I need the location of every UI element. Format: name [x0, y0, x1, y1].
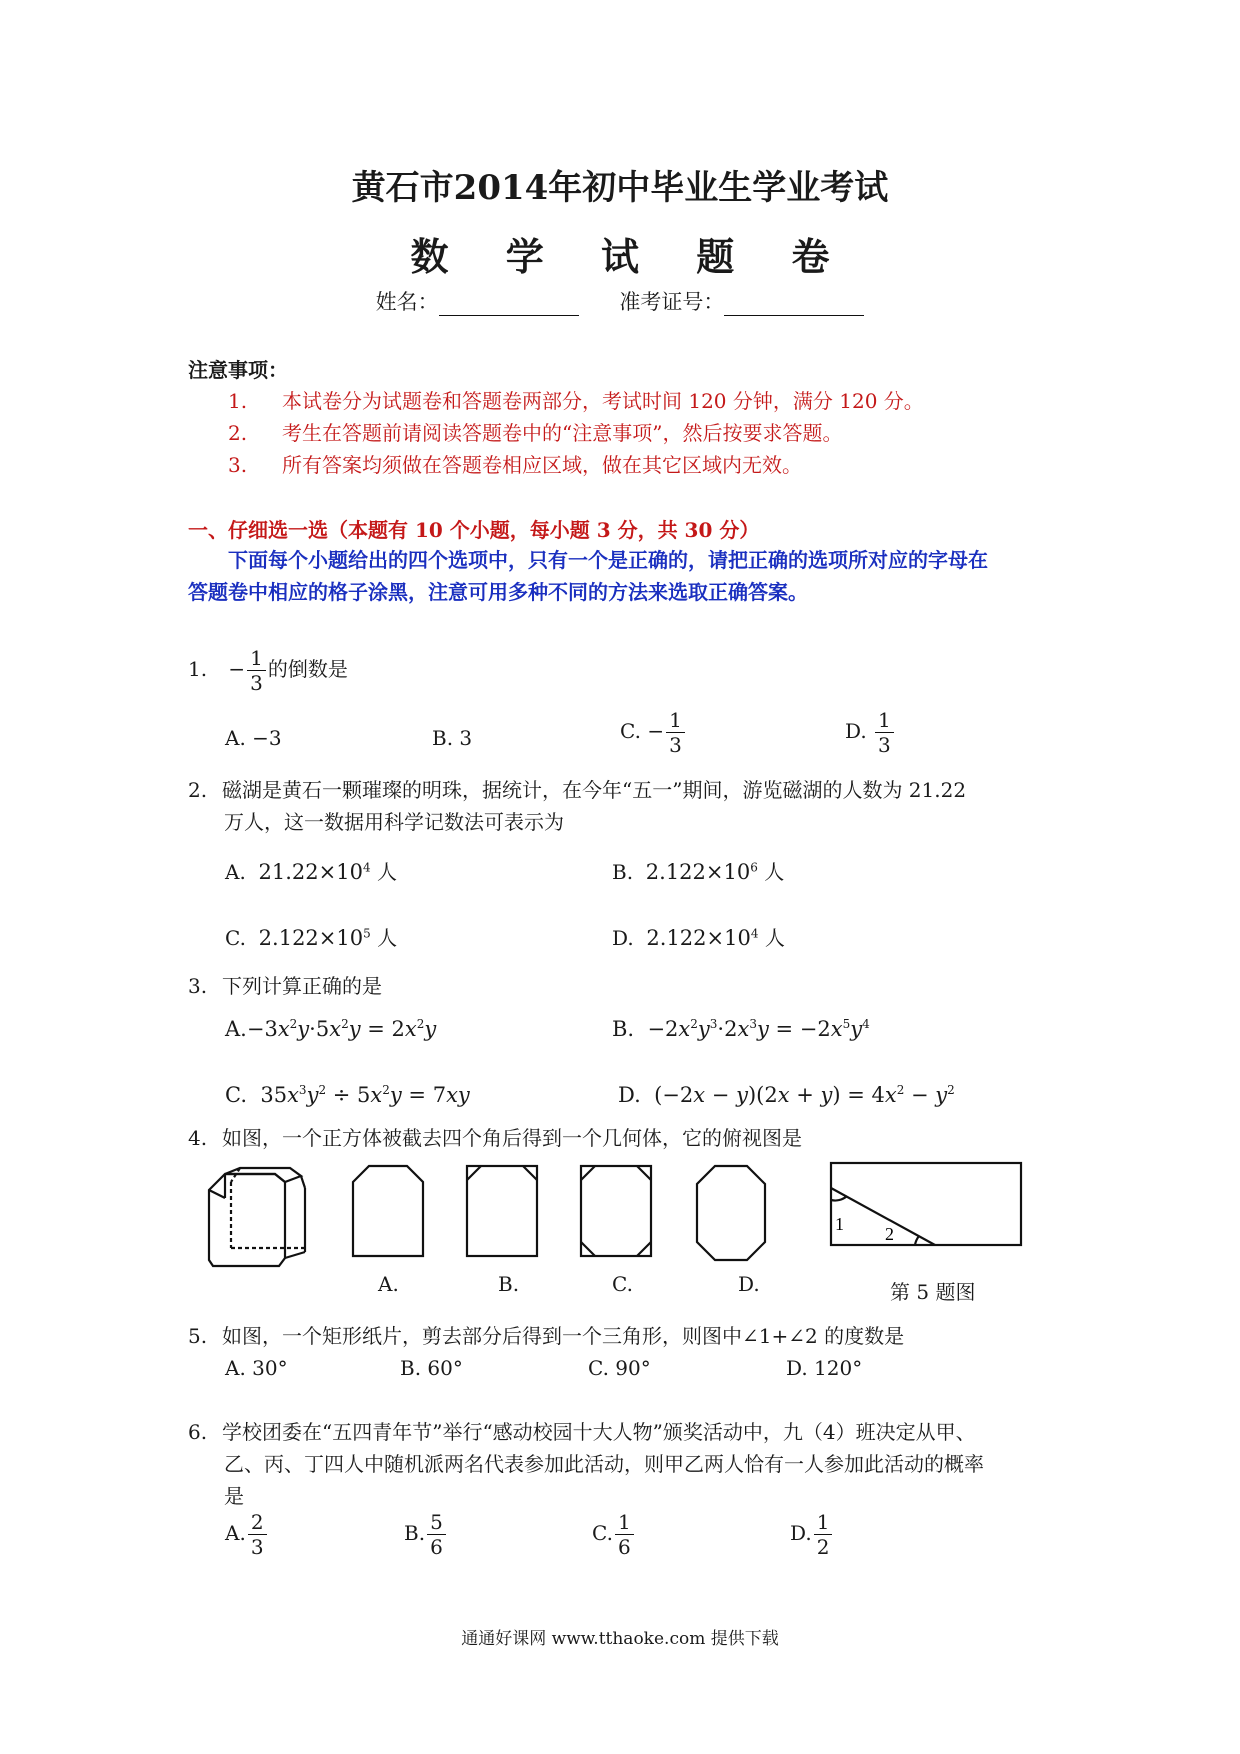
q1-option-b: B. 3 — [432, 726, 473, 750]
q2-option-c: C. $2.122\times 10^5$ 人 — [225, 926, 398, 950]
label-d: D. — [738, 1272, 760, 1296]
question-6-cont2: 是 — [224, 1484, 244, 1508]
id-label: 准考证号： — [619, 290, 725, 314]
truncated-cube-figure — [209, 1168, 305, 1266]
angle-1-label: 1 — [835, 1214, 844, 1234]
q3-option-d: D. $(-2x - y)(2x + y) = 4x^2 - y^2$ — [618, 1083, 955, 1107]
notice-item: 3. 所有答案均须做在答题卷相应区域，做在其它区域内无效。 — [228, 453, 802, 477]
q6-option-d: D. $\frac{1}{2}$ — [790, 1512, 834, 1557]
question-5: 5. 如图，一个矩形纸片，剪去部分后得到一个三角形，则图中∠1+∠2 的度数是 — [188, 1324, 905, 1348]
section-heading: 一、仔细选一选（本题有 10 个小题，每小题 3 分，共 30 分） — [188, 518, 760, 542]
question-1: 1. − $\frac{1}{3}$ 的倒数是 — [188, 646, 348, 695]
question-4: 4. 如图，一个正方体被截去四个角后得到一个几何体，它的俯视图是 — [188, 1126, 802, 1150]
notice-item: 1. 本试卷分为试题卷和答题卷两部分，考试时间 120 分钟，满分 120 分。 — [228, 389, 924, 413]
q6-option-b: B. $\frac{5}{6}$ — [404, 1512, 448, 1557]
q1-option-c: C. − $\frac{1}{3}$ — [620, 710, 687, 755]
option-a-top-view — [353, 1166, 423, 1256]
candidate-info-line — [0, 286, 1240, 316]
footer-source: 通通好课网 www.tthaoke.com 提供下载 — [461, 1629, 779, 1649]
q1-option-d: D. $\frac{1}{3}$ — [845, 710, 896, 755]
q1-option-a: A. −3 — [225, 726, 282, 750]
question-6-cont: 乙、丙、丁四人中随机派两名代表参加此活动，则甲乙两人恰有一人参加此活动的概率 — [224, 1452, 984, 1476]
q2-option-b: B. $2.122\times 10^6$ 人 — [612, 860, 785, 884]
question-2: 2. 磁湖是黄石一颗璀璨的明珠，据统计，在今年“五一”期间，游览磁湖的人数为 21.22 — [188, 778, 967, 802]
option-c-top-view — [581, 1166, 651, 1256]
q5-option-a: A. 30° — [225, 1356, 288, 1380]
q6-option-c: C. $\frac{1}{6}$ — [592, 1512, 636, 1557]
q5-option-d: D. 120° — [786, 1356, 863, 1380]
question-6: 6. 学校团委在“五四青年节”举行“感动校园十大人物”颁奖活动中，九（4）班决定从甲、 — [188, 1420, 976, 1444]
q5-option-c: C. 90° — [588, 1356, 651, 1380]
notice-item: 2. 考生在答题前请阅读答题卷中的“注意事项”，然后按要求答题。 — [228, 421, 843, 445]
notice-heading: 注意事项： — [188, 358, 288, 382]
name-label: 姓名： — [375, 290, 439, 314]
question-3: 3. 下列计算正确的是 — [188, 974, 382, 998]
label-b: B. — [498, 1272, 520, 1296]
name-blank — [439, 295, 579, 316]
exam-title: 黄石市2014年初中毕业生学业考试 — [351, 168, 889, 208]
option-d-top-view — [697, 1166, 765, 1260]
figure-5-caption: 第 5 题图 — [890, 1280, 976, 1304]
q3-option-a: $A.-3x^2y\cdot 5x^2y = 2x^2y$ — [225, 1017, 437, 1041]
section-instructions-line2: 答题卷中相应的格子涂黑，注意可用多种不同的方法来选取正确答案。 — [188, 580, 808, 604]
id-blank — [724, 295, 864, 316]
fraction: $\frac{1}{3}$ — [247, 648, 266, 693]
paper-subtitle: 数 学 试 题 卷 — [410, 234, 852, 279]
section-instructions-line1: 下面每个小题给出的四个选项中，只有一个是正确的，请把正确的选项所对应的字母在 — [228, 548, 988, 572]
option-b-top-view — [467, 1166, 537, 1256]
label-c: C. — [612, 1272, 633, 1296]
q3-option-c: C. $35x^3y^2 \div 5x^2y = 7xy$ — [225, 1083, 470, 1107]
label-a: A. — [378, 1272, 399, 1296]
q5-option-b: B. 60° — [400, 1356, 463, 1380]
angle-2-label: 2 — [885, 1224, 894, 1244]
q3-option-b: B. $-2x^2y^3\cdot 2x^3y = -2x^5y^4$ — [612, 1017, 870, 1041]
q2-option-d: D. $2.122\times 10^4$ 人 — [612, 926, 785, 950]
figure-5-rectangle — [831, 1163, 1021, 1245]
q2-option-a: A. $21.22\times 10^4$ 人 — [225, 860, 397, 884]
question-2-cont: 万人，这一数据用科学记数法可表示为 — [224, 810, 564, 834]
q6-option-a: A. $\frac{2}{3}$ — [225, 1512, 269, 1557]
